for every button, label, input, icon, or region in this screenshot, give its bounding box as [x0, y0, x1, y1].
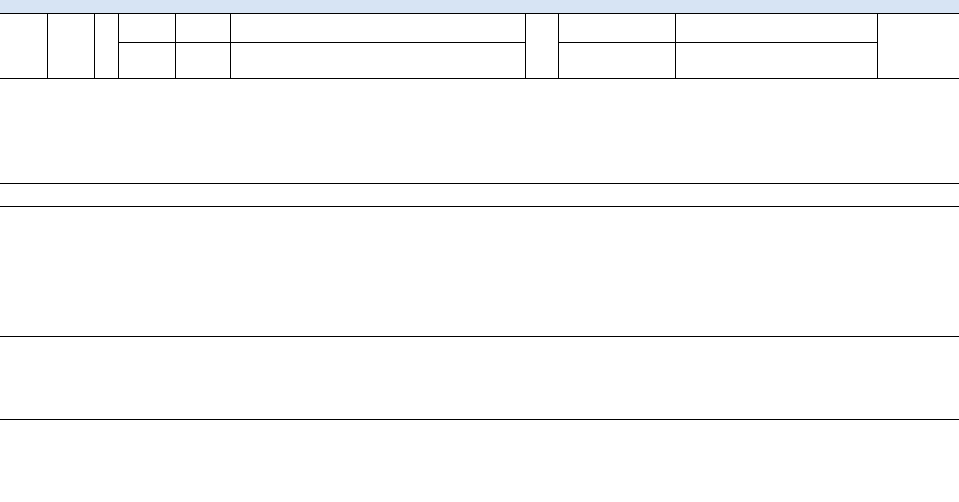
header-col-line-4	[175, 13, 176, 78]
header-col-line-3	[118, 13, 119, 78]
header-divider-crm-u	[675, 42, 877, 43]
group-separator-2	[0, 206, 959, 207]
header-divider-measurand	[118, 42, 175, 43]
header-divider-range	[175, 42, 525, 43]
header-bottom-line	[0, 78, 959, 79]
header-col-line-9	[877, 13, 878, 78]
header-col-line-5	[230, 13, 231, 78]
header-divider-crm	[558, 42, 675, 43]
header-top-line	[0, 13, 959, 14]
header-col-line-8	[675, 13, 676, 78]
group-separator-1	[0, 183, 959, 184]
header-col-line-7	[558, 13, 559, 78]
group-separator-4	[0, 419, 959, 420]
group-separator-3	[0, 336, 959, 337]
header-col-line-2	[94, 13, 95, 78]
header-col-line-1	[47, 13, 48, 78]
page-title	[0, 0, 959, 13]
header-col-line-6	[525, 13, 526, 78]
